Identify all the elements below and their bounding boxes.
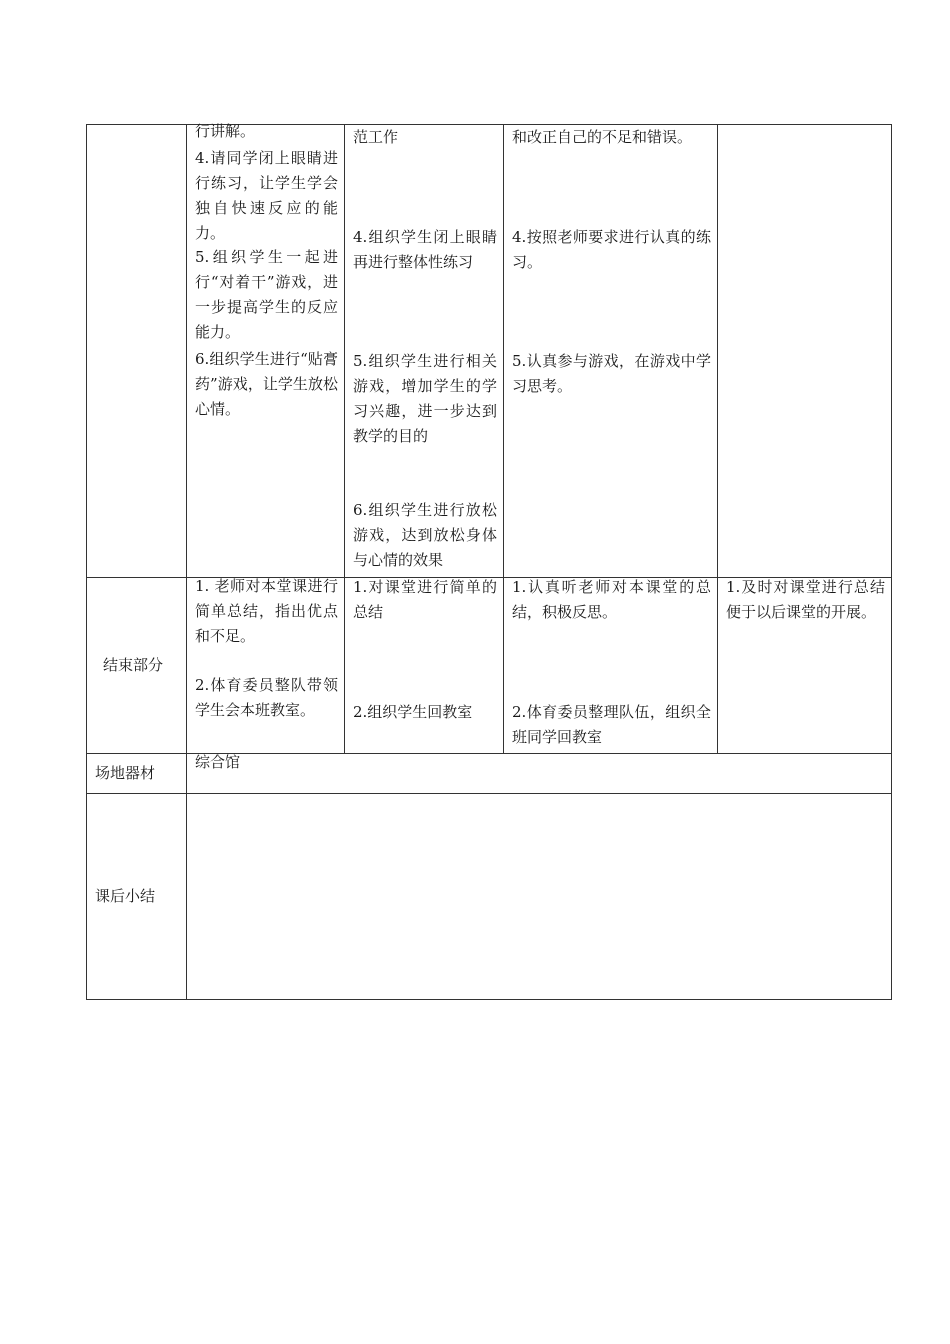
end-content-item-2: 2.体育委员整队带领学生会本班教室。 — [195, 676, 338, 719]
teacher-item-4: 4.组织学生闭上眼睛再进行整体性练习 — [353, 228, 497, 271]
end-part-label: 结束部分 — [103, 656, 164, 674]
lesson-plan-table — [86, 124, 892, 1000]
summary-value-cell[interactable] — [187, 794, 892, 1000]
label-cell-venue — [87, 754, 187, 794]
teacher-item-5: 5.组织学生进行相关游戏，增加学生的学习兴趣，进一步达到教学的目的 — [353, 352, 497, 445]
end-purpose-item-1: 1.及时对课堂进行总结便于以后课堂的开展。 — [726, 578, 885, 621]
table-row-main-part — [87, 125, 892, 578]
end-teacher-item-2: 2.组织学生回教室 — [353, 703, 473, 721]
teacher-item-3-end: 范工作 — [353, 128, 399, 146]
content-item-6: 6.组织学生进行“贴膏药”游戏，让学生放松心情。 — [195, 350, 338, 418]
label-cell-end — [87, 578, 187, 754]
label-cell-summary — [87, 794, 187, 1000]
content-item-3-end: 行讲解。 — [195, 122, 256, 140]
venue-value-cell — [187, 754, 892, 794]
teacher-cell-main — [345, 125, 504, 578]
venue-value: 综合馆 — [195, 753, 241, 771]
purpose-cell-main — [718, 125, 892, 578]
label-cell-main — [87, 125, 187, 578]
end-student-item-1: 1.认真听老师对本课堂的总结，积极反思。 — [512, 578, 711, 621]
content-cell-end — [187, 578, 345, 754]
content-cell-main — [187, 122, 345, 578]
table-row-summary — [87, 794, 892, 1000]
purpose-cell-end — [718, 578, 892, 754]
student-item-5: 5.认真参与游戏，在游戏中学习思考。 — [512, 352, 711, 395]
teacher-item-6: 6.组织学生进行放松游戏，达到放松身体与心情的效果 — [353, 501, 497, 569]
student-cell-end — [504, 578, 718, 754]
venue-label: 场地器材 — [95, 764, 156, 782]
end-student-item-2: 2.体育委员整理队伍，组织全班同学回教室 — [512, 703, 711, 746]
table-row-end-part — [87, 578, 892, 754]
table-row-venue — [87, 754, 892, 794]
student-item-4: 4.按照老师要求进行认真的练习。 — [512, 228, 711, 271]
student-item-3-end: 和改正自己的不足和错误。 — [512, 128, 693, 146]
end-content-item-1: 1. 老师对本堂课进行简单总结，指出优点和不足。 — [195, 577, 338, 645]
teacher-cell-end — [345, 578, 504, 754]
student-cell-main — [504, 125, 718, 578]
content-item-4: 4.请同学闭上眼睛进行练习，让学生学会独自快速反应的能力。 — [195, 149, 338, 242]
end-teacher-item-1: 1.对课堂进行简单的总结 — [353, 578, 497, 621]
content-item-5: 5.组织学生一起进行“对着干”游戏，进一步提高学生的反应能力。 — [195, 248, 338, 341]
summary-label: 课后小结 — [95, 887, 156, 905]
